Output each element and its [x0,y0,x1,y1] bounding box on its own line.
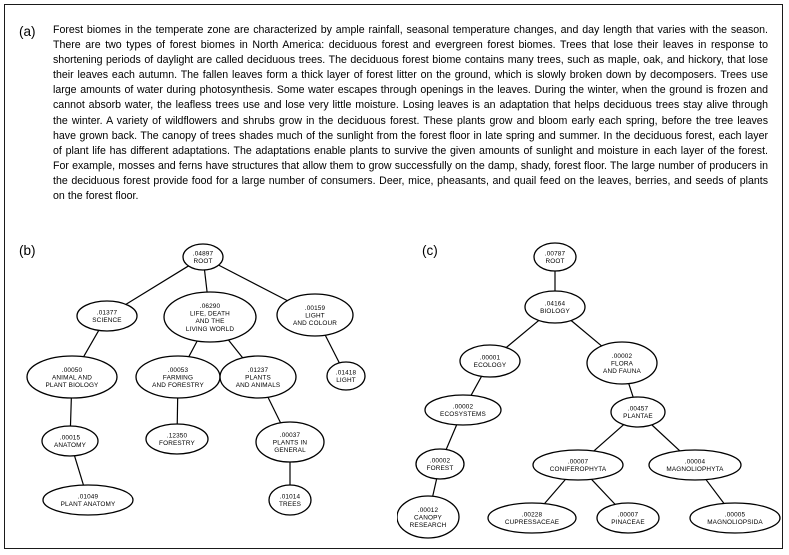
tree-edge [205,270,208,292]
node-label: AND ANIMALS [235,382,281,389]
node-label: MAGNOLIOPHYTA [666,466,724,474]
node-label: AND FAUNA [603,368,641,375]
node-label: PLANT ANATOMY [60,501,116,509]
node-score: .00002 [429,457,451,465]
tree-edge [75,456,84,485]
node-score: .00001 [479,354,501,362]
tree-node [460,345,520,377]
tree-edge [471,376,481,395]
tree-diagram-b [5,237,397,547]
tree-diagram-c [397,237,784,547]
node-label: ECOSYSTEMS [440,411,486,419]
node-score: .01377 [96,309,118,317]
tree-node [611,397,665,427]
panel-b-label: (b) [19,243,36,258]
tree-node [183,244,223,270]
node-label: ROOT [193,258,213,266]
node-score: .00050 [61,366,83,374]
tree-edge [706,480,724,504]
node-score: .00053 [167,366,189,374]
tree-edge [594,425,624,451]
node-label: LIFE, DEATH [190,310,230,318]
tree-edge [433,479,437,496]
node-label: FLORA [610,360,634,368]
node-label: ROOT [545,258,565,266]
node-score: .00159 [304,304,326,312]
tree-node [597,503,659,533]
tree-node [220,356,296,398]
tree-edge [506,320,539,347]
tree-node [269,485,311,515]
tree-node [397,496,459,538]
node-label: MAGNOLIOPSIDA [707,519,763,527]
node-score: .00012 [417,506,439,514]
tree-edge [325,335,339,363]
tree-edge [629,384,633,398]
panel-a-label: (a) [19,24,36,39]
node-score: .12350 [166,432,188,440]
tree-node [42,426,98,456]
panel-a-paragraph: Forest biomes in the temperate zone are characterized by ample rainfall, seasonal temperature changes, and day length that varies with the season. There are two types of forest biomes in North America: deciduous forest and evergreen forest biomes. Trees that lose their leaves in response to shortening periods of daylight are called deciduous trees. The deciduous forest biome contains many trees, such as maple, oak, and hickory, that lose their leaves each autumn. The fallen leaves form a thick layer of forest litter on the ground, which is slowly broken down by decomposers. Trees use large amounts of water during photosynthesis. Some water escapes through openings in the leaves. During the winter, when the ground is frozen and cannot absorb water, the leafless trees use and lose very little moisture. Losing leaves is an adaptation that helps deciduous trees stay alive through the winter. A variety of wildflowers and shrubs grow in the deciduous forest. These plants grow and bloom early each spring, before the tree leaves have grown back. The canopy of trees shades much of the sunlight from the forest floor in late spring and summer. In the deciduous forest, each layer of plant life has different adaptations. The adaptations enable plants to survive the given amounts of sunlight and moisture in each layer of the forest. For example, mosses and ferns have structures that allow them to grow successfully on the damp, shady, forest floor. The large number of producers in the deciduous forest provide food for a large number of consumers. Deer, mice, pheasants, and quail feed on the leaves, berries, and seeds of plants on the forest floor. [53,24,768,203]
node-score: .00228 [521,511,543,519]
node-score: .00015 [59,434,81,442]
tree-node [533,450,623,480]
node-label: FARMING [162,374,194,382]
node-label: PLANT BIOLOGY [45,382,99,389]
tree-node [146,424,208,454]
node-score: .01014 [279,493,301,501]
node-score: .01049 [77,493,99,501]
node-label: FOREST [426,465,454,473]
node-score: .00004 [684,458,706,466]
node-label: LIGHT [336,377,356,385]
tree-node [27,356,117,398]
tree-node [488,503,576,533]
node-label: AND COLOUR [292,320,338,327]
tree-node [77,301,137,331]
node-label: ANIMAL AND [52,374,92,382]
tree-node [649,450,741,480]
tree-node [690,503,780,533]
tree-node [277,294,353,336]
node-score: .01237 [247,366,269,374]
node-label: ANATOMY [53,442,87,450]
tree-edge [544,479,565,503]
tree-edge [228,340,242,358]
node-label: SCIENCE [92,317,122,325]
node-label: PLANTAE [623,413,653,421]
node-label: PINACEAE [611,519,645,527]
node-label: RESEARCH [409,522,447,529]
node-label: AND FORESTRY [152,382,204,389]
tree-node [525,291,585,323]
tree-node [136,356,220,398]
node-label: CANOPY [414,514,442,522]
panel-c-label: (c) [422,243,438,258]
node-label: GENERAL [274,447,306,454]
tree-node [164,292,256,342]
node-label: CONIFEROPHYTA [549,466,607,474]
tree-node [256,422,324,462]
node-score: .00002 [452,403,474,411]
tree-node [587,342,657,384]
node-label: PLANTS IN [272,439,308,447]
node-score: .00007 [617,511,639,519]
tree-node [425,395,501,425]
node-label: BIOLOGY [540,308,570,316]
node-label: FORESTRY [159,440,195,448]
tree-node [534,243,576,271]
node-label: ECOLOGY [473,362,507,370]
node-label: LIGHT [305,312,325,320]
node-score: .00005 [724,511,746,519]
tree-node [43,485,133,515]
node-label: PLANTS [245,374,271,382]
node-score: .00457 [627,405,649,413]
tree-edge [446,425,457,450]
tree-edge [84,330,99,356]
tree-node [327,362,365,390]
node-score: .04164 [544,300,566,308]
tree-node [416,449,464,479]
tree-edge [70,398,71,426]
node-score: .00037 [279,431,301,439]
tree-edge [268,397,281,423]
node-score: .00007 [567,458,589,466]
tree-edge [591,479,615,504]
tree-edge [571,320,601,345]
node-label: TREES [278,501,302,509]
node-label: CUPRESSACEAE [504,519,560,527]
tree-edge [189,341,197,357]
node-score: .01418 [335,369,357,377]
node-score: .06290 [199,303,221,310]
node-score: .00002 [611,352,633,360]
figure-border-frame [4,4,783,549]
node-score: .04897 [192,250,214,258]
node-label: LIVING WORLD [185,325,235,333]
tree-edge [652,425,680,451]
node-label: AND THE [195,318,225,326]
node-score: .00787 [544,250,566,258]
